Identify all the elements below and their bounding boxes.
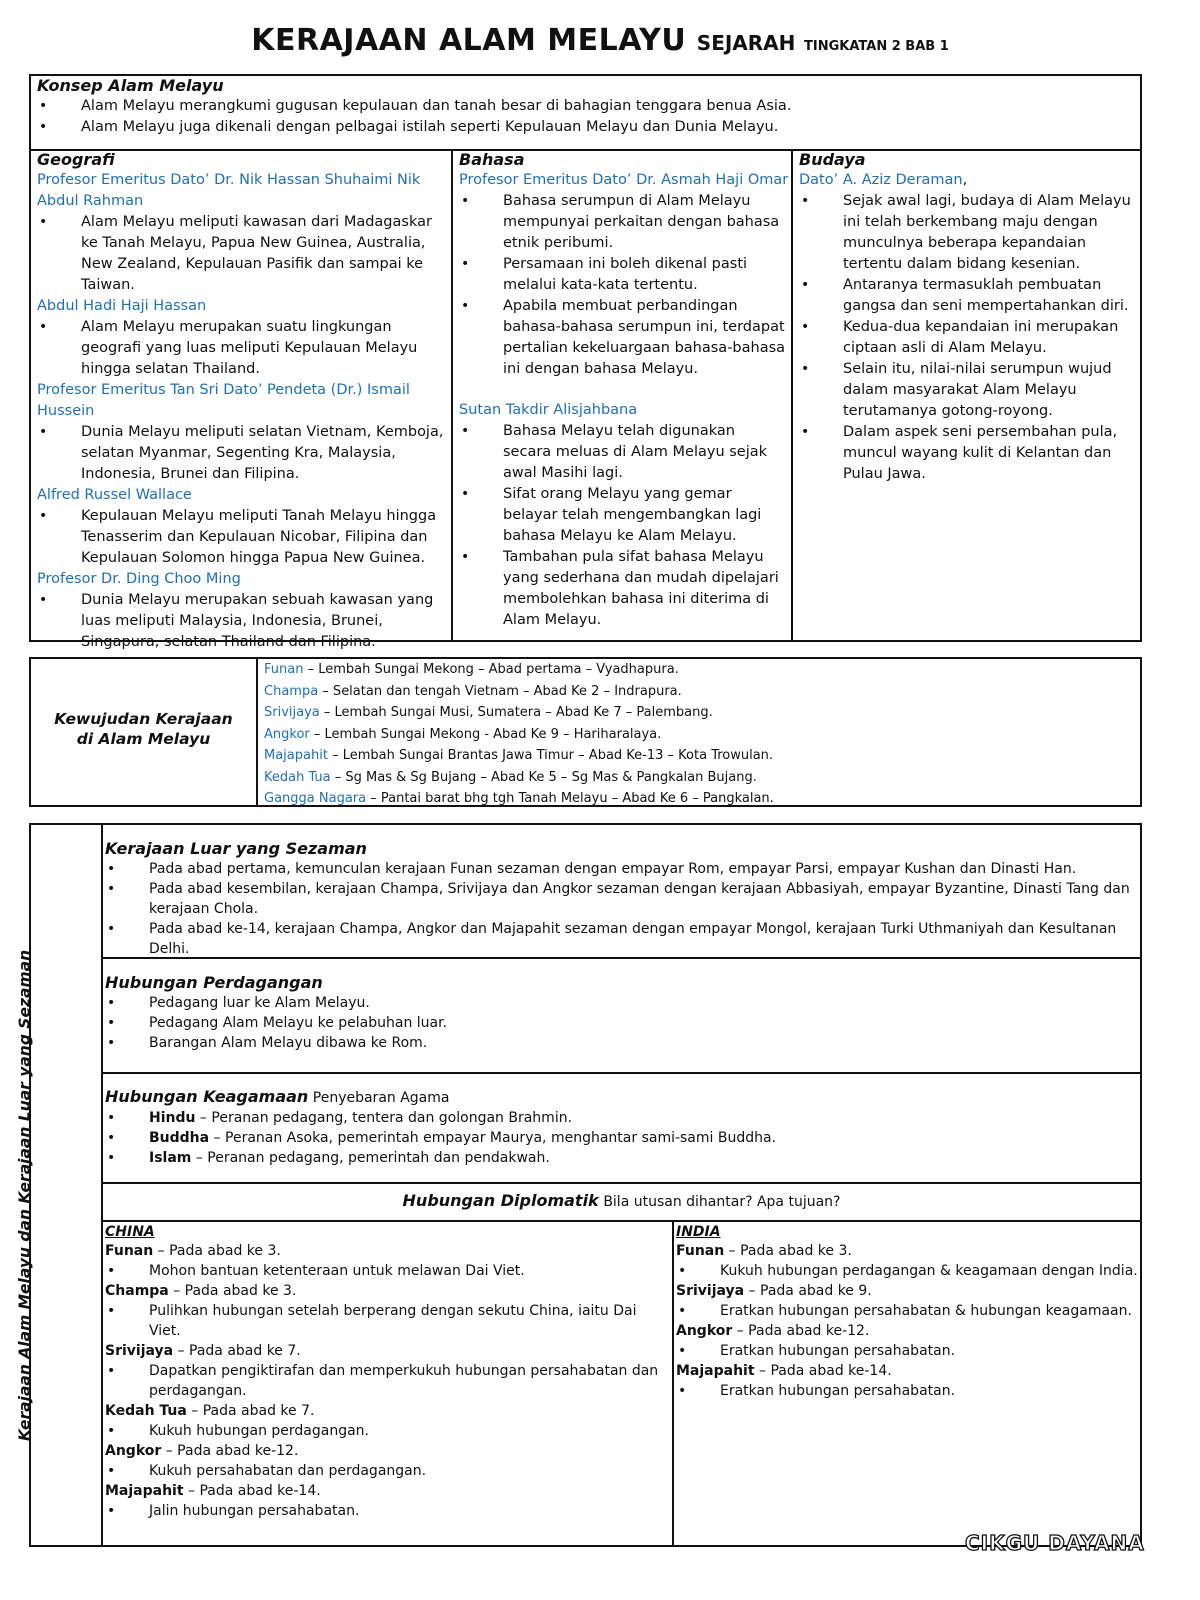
china-label: CHINA bbox=[105, 1224, 155, 1240]
divider bbox=[791, 149, 793, 642]
india-entry bbox=[676, 1241, 1138, 1261]
kingdom-when: – Pada abad ke-14. bbox=[183, 1483, 321, 1499]
india-entry bbox=[676, 1281, 1138, 1301]
author-name: Alfred Russel Wallace bbox=[37, 487, 192, 503]
bahasa-heading: Bahasa bbox=[459, 150, 525, 169]
keagamaan-point bbox=[105, 1148, 1135, 1168]
kingdom-when: – Pada abad ke 7. bbox=[186, 1403, 315, 1419]
kingdom-when: – Pada abad ke-14. bbox=[754, 1363, 892, 1379]
kerajaan-name: Gangga Nagara bbox=[264, 791, 367, 806]
kerajaan-item bbox=[264, 659, 1134, 681]
kerajaan-detail: – Selatan dan tengah Vietnam – Abad Ke 2 – Indrapura. bbox=[318, 683, 682, 699]
china-panel bbox=[105, 1223, 667, 1543]
china-point: • Pulihkan hubungan setelah berperang dengan sekutu China, iaitu Dai Viet. bbox=[105, 1301, 667, 1341]
india-label: INDIA bbox=[676, 1224, 721, 1240]
sezaman-panel bbox=[105, 839, 1135, 955]
kewujudan-section bbox=[29, 657, 1142, 807]
geografi-point: • Dunia Melayu meliputi selatan Vietnam, Kemboja, selatan Myanmar, Segenting Kra, Malaysia, Indonesia, Brunei dan Filipina. bbox=[37, 422, 447, 485]
india-entry bbox=[676, 1361, 1138, 1381]
china-point: • Jalin hubungan persahabatan. bbox=[105, 1501, 667, 1521]
kingdom-name: Champa bbox=[105, 1283, 169, 1299]
bahasa-point: • Sifat orang Melayu yang gemar belayar telah mengembangkan lagi bahasa Melayu ke Alam Melayu. bbox=[459, 484, 787, 547]
konsep-point: • Alam Melayu juga dikenali dengan pelbagai istilah seperti Kepulauan Melayu dan Dunia Melayu. bbox=[37, 117, 1135, 138]
kerajaan-name: Kedah Tua bbox=[264, 769, 331, 785]
bahasa-point: • Persamaan ini boleh dikenal pasti melalui kata-kata tertentu. bbox=[459, 254, 787, 296]
kingdom-name: Majapahit bbox=[676, 1363, 755, 1379]
india-point: • Eratkan hubungan persahabatan. bbox=[676, 1341, 1138, 1361]
bahasa-point: • Apabila membuat perbandingan bahasa-bahasa serumpun ini, terdapat pertalian kekeluargaan bahasa-bahasa ini dengan bahasa Melayu. bbox=[459, 296, 787, 380]
religion-detail: – Peranan pedagang, tentera dan golongan Brahmin. bbox=[195, 1110, 573, 1126]
keagamaan-point bbox=[105, 1108, 1135, 1128]
kerajaan-name: Funan bbox=[264, 662, 304, 677]
kewujudan-heading bbox=[31, 709, 256, 759]
divider bbox=[451, 149, 453, 642]
author-line bbox=[799, 170, 1135, 191]
kerajaan-item bbox=[264, 702, 1134, 724]
india-point: • Kukuh hubungan perdagangan & keagamaan dengan India. bbox=[676, 1261, 1138, 1281]
religion-name: Islam bbox=[149, 1150, 192, 1166]
india-point: • Eratkan hubungan persahabatan & hubungan keagamaan. bbox=[676, 1301, 1138, 1321]
kerajaan-item bbox=[264, 767, 1134, 789]
keagamaan-point bbox=[105, 1128, 1135, 1148]
author-name: Dato’ A. Aziz Deraman bbox=[799, 172, 963, 188]
china-entry bbox=[105, 1341, 667, 1361]
budaya-heading: Budaya bbox=[799, 150, 866, 169]
kingdom-when: – Pada abad ke 7. bbox=[173, 1343, 301, 1359]
perdagangan-point: • Pedagang Alam Melayu ke pelabuhan luar. bbox=[105, 1013, 1135, 1033]
concept-section bbox=[29, 74, 1142, 650]
author-name: Sutan Takdir Alisjahbana bbox=[459, 402, 638, 418]
geografi-heading: Geografi bbox=[37, 150, 115, 169]
sezaman-point: • Pada abad kesembilan, kerajaan Champa, Srivijaya dan Angkor sezaman dengan kerajaan Abbasiyah, empayar Byzantine, Dinasti Tang dan kerajaan Chola. bbox=[105, 879, 1135, 919]
china-point: • Dapatkan pengiktirafan dan memperkukuh hubungan persahabatan dan perdagangan. bbox=[105, 1361, 667, 1401]
kerajaan-item bbox=[264, 745, 1134, 767]
geografi-point: • Alam Melayu merupakan suatu lingkungan geografi yang luas meliputi Kepulauan Melayu hingga selatan Thailand. bbox=[37, 317, 447, 380]
kingdom-when: – Pada abad ke 3. bbox=[168, 1283, 297, 1299]
kerajaan-detail: – Lembah Sungai Musi, Sumatera – Abad Ke 7 – Palembang. bbox=[319, 705, 713, 720]
kerajaan-item bbox=[264, 681, 1134, 703]
kerajaan-detail: – Sg Mas & Sg Bujang – Abad Ke 5 – Sg Mas & Pangkalan Bujang. bbox=[330, 769, 757, 785]
budaya-point: • Sejak awal lagi, budaya di Alam Melayu ini telah berkembang maju dengan munculnya beberapa kepandaian tertentu dalam bidang kesenian. bbox=[799, 191, 1135, 275]
title-main: KERAJAAN ALAM MELAYU bbox=[251, 23, 687, 58]
author-name: Abdul Hadi Haji Hassan bbox=[37, 298, 207, 314]
kerajaan-name: Champa bbox=[264, 683, 319, 699]
kewujudan-heading-line1: Kewujudan Kerajaan bbox=[54, 710, 233, 728]
china-entry bbox=[105, 1401, 667, 1421]
china-entry bbox=[105, 1241, 667, 1261]
divider bbox=[672, 1220, 674, 1545]
signature-logo: CIKGU DAYANA bbox=[965, 1531, 1145, 1555]
divider bbox=[101, 1072, 1140, 1074]
budaya-point: • Dalam aspek seni persembahan pula, muncul wayang kulit di Kelantan dan Pulau Jawa. bbox=[799, 422, 1135, 485]
geografi-point: • Alam Melayu meliputi kawasan dari Madagaskar ke Tanah Melayu, Papua New Guinea, Australia, New Zealand, Kepulauan Pasifik dan sampai ke Taiwan. bbox=[37, 212, 447, 296]
kerajaan-item bbox=[264, 724, 1134, 746]
konsep-heading: Konsep Alam Melayu bbox=[37, 76, 224, 95]
divider bbox=[101, 825, 103, 1545]
konsep-point: • Alam Melayu merangkumi gugusan kepulauan dan tanah besar di bahagian tenggara benua Asia. bbox=[37, 96, 1135, 117]
kingdom-when: – Pada abad ke 3. bbox=[724, 1243, 852, 1259]
author-suffix: , bbox=[962, 172, 968, 188]
kewujudan-heading-line2: di Alam Melayu bbox=[76, 730, 211, 748]
bahasa-point: • Bahasa serumpun di Alam Melayu mempunyai perkaitan dengan bahasa etnik peribumi. bbox=[459, 191, 787, 254]
sezaman-point: • Pada abad pertama, kemunculan kerajaan Funan sezaman dengan empayar Rom, empayar Parsi, empayar Kushan dan Dinasti Han. bbox=[105, 859, 1135, 879]
kingdom-name: Angkor bbox=[105, 1443, 162, 1459]
sezaman-point: • Pada abad ke-14, kerajaan Champa, Angkor dan Majapahit sezaman dengan empayar Mongol, kerajaan Turki Uthmaniyah dan Kesultanan Delhi. bbox=[105, 919, 1135, 959]
budaya-point: • Kedua-dua kepandaian ini merupakan ciptaan asli di Alam Melayu. bbox=[799, 317, 1135, 359]
kingdom-name: Srivijaya bbox=[676, 1283, 745, 1299]
india-panel bbox=[676, 1223, 1138, 1543]
china-entry bbox=[105, 1441, 667, 1461]
kingdom-name: Angkor bbox=[676, 1323, 733, 1339]
diplomatik-title: Hubungan Diplomatik bbox=[402, 1191, 599, 1210]
kerajaan-list bbox=[264, 659, 1134, 805]
perdagangan-point: • Barangan Alam Melayu dibawa ke Rom. bbox=[105, 1033, 1135, 1053]
kerajaan-detail: – Pantai barat bhg tgh Tanah Melayu – Abad Ke 6 – Pangkalan. bbox=[366, 791, 774, 806]
china-point: • Kukuh persahabatan dan perdagangan. bbox=[105, 1461, 667, 1481]
divider bbox=[101, 1220, 1140, 1222]
india-point: • Eratkan hubungan persahabatan. bbox=[676, 1381, 1138, 1401]
china-point: • Kukuh hubungan perdagangan. bbox=[105, 1421, 667, 1441]
relations-section bbox=[29, 823, 1142, 1547]
kingdom-name: Funan bbox=[676, 1243, 725, 1259]
bahasa-panel bbox=[459, 150, 787, 640]
budaya-panel bbox=[799, 150, 1135, 640]
religion-detail: – Peranan Asoka, pemerintah empayar Maurya, menghantar sami-sami Buddha. bbox=[209, 1130, 777, 1146]
diplomatik-heading bbox=[103, 1191, 1140, 1217]
keagamaan-panel bbox=[105, 1087, 1135, 1180]
title-subject: SEJARAH bbox=[696, 31, 796, 55]
religion-name: Hindu bbox=[149, 1110, 196, 1126]
kingdom-name: Kedah Tua bbox=[105, 1403, 187, 1419]
kingdom-when: – Pada abad ke-12. bbox=[732, 1323, 870, 1339]
religion-name: Buddha bbox=[149, 1130, 210, 1146]
author-name: Profesor Emeritus Tan Sri Dato’ Pendeta (Dr.) Ismail Hussein bbox=[37, 382, 410, 419]
china-entry bbox=[105, 1281, 667, 1301]
sezaman-heading: Kerajaan Luar yang Sezaman bbox=[105, 839, 367, 858]
kingdom-when: – Pada abad ke 3. bbox=[153, 1243, 281, 1259]
kingdom-when: – Pada abad ke 9. bbox=[744, 1283, 872, 1299]
page-title bbox=[0, 23, 1200, 58]
kerajaan-detail: – Lembah Sungai Mekong - Abad Ke 9 – Hariharalaya. bbox=[309, 726, 662, 742]
keagamaan-subheading: Penyebaran Agama bbox=[312, 1090, 450, 1106]
china-entry bbox=[105, 1481, 667, 1501]
perdagangan-heading: Hubungan Perdagangan bbox=[105, 973, 323, 992]
kerajaan-name: Srivijaya bbox=[264, 705, 320, 720]
perdagangan-point: • Pedagang luar ke Alam Melayu. bbox=[105, 993, 1135, 1013]
kingdom-name: Srivijaya bbox=[105, 1343, 174, 1359]
divider bbox=[256, 659, 258, 805]
geografi-point: • Dunia Melayu merupakan sebuah kawasan yang luas meliputi Malaysia, Indonesia, Brunei, Singapura, selatan Thailand dan Filipina. bbox=[37, 590, 447, 653]
kerajaan-detail: – Lembah Sungai Brantas Jawa Timur – Abad Ke-13 – Kota Trowulan. bbox=[327, 748, 774, 763]
india-entry bbox=[676, 1321, 1138, 1341]
budaya-point: • Selain itu, nilai-nilai serumpun wujud dalam masyarakat Alam Melayu terutamanya gotong-royong. bbox=[799, 359, 1135, 422]
keagamaan-heading: Hubungan Keagamaan bbox=[105, 1087, 309, 1106]
bahasa-point: • Bahasa Melayu telah digunakan secara meluas di Alam Melayu sejak awal Masihi lagi. bbox=[459, 421, 787, 484]
kerajaan-detail: – Lembah Sungai Mekong – Abad pertama – Vyadhapura. bbox=[303, 662, 679, 677]
side-label: Kerajaan Alam Melayu dan Kerajaan Luar yang Sezaman bbox=[15, 949, 34, 1442]
diplomatik-subtitle: Bila utusan dihantar? Apa tujuan? bbox=[603, 1194, 841, 1210]
china-point: • Mohon bantuan ketenteraan untuk melawan Dai Viet. bbox=[105, 1261, 667, 1281]
kerajaan-name: Majapahit bbox=[264, 748, 328, 763]
geografi-panel bbox=[37, 150, 447, 650]
author-name: Profesor Dr. Ding Choo Ming bbox=[37, 571, 241, 587]
perdagangan-panel bbox=[105, 973, 1135, 1070]
kerajaan-name: Angkor bbox=[264, 726, 310, 742]
author-name: Profesor Emeritus Dato’ Dr. Asmah Haji Omar bbox=[459, 172, 789, 188]
budaya-point: • Antaranya termasuklah pembuatan gangsa dan seni mempertahankan diri. bbox=[799, 275, 1135, 317]
title-level: TINGKATAN 2 BAB 1 bbox=[804, 39, 949, 54]
kingdom-when: – Pada abad ke-12. bbox=[161, 1443, 299, 1459]
kingdom-name: Funan bbox=[105, 1243, 154, 1259]
author-name: Profesor Emeritus Dato’ Dr. Nik Hassan Shuhaimi Nik Abdul Rahman bbox=[37, 172, 421, 209]
kerajaan-item bbox=[264, 788, 1134, 810]
bahasa-point: • Tambahan pula sifat bahasa Melayu yang sederhana dan mudah dipelajari membolehkan bahasa ini diterima di Alam Melayu. bbox=[459, 547, 787, 631]
divider bbox=[101, 1182, 1140, 1184]
konsep-panel bbox=[37, 76, 1135, 149]
geografi-point: • Kepulauan Melayu meliputi Tanah Melayu hingga Tenasserim dan Kepulauan Nicobar, Filipina dan Kepulauan Solomon hingga Papua New Guinea. bbox=[37, 506, 447, 569]
religion-detail: – Peranan pedagang, pemerintah dan pendakwah. bbox=[191, 1150, 550, 1166]
konsep-list bbox=[37, 96, 1135, 138]
kingdom-name: Majapahit bbox=[105, 1483, 184, 1499]
